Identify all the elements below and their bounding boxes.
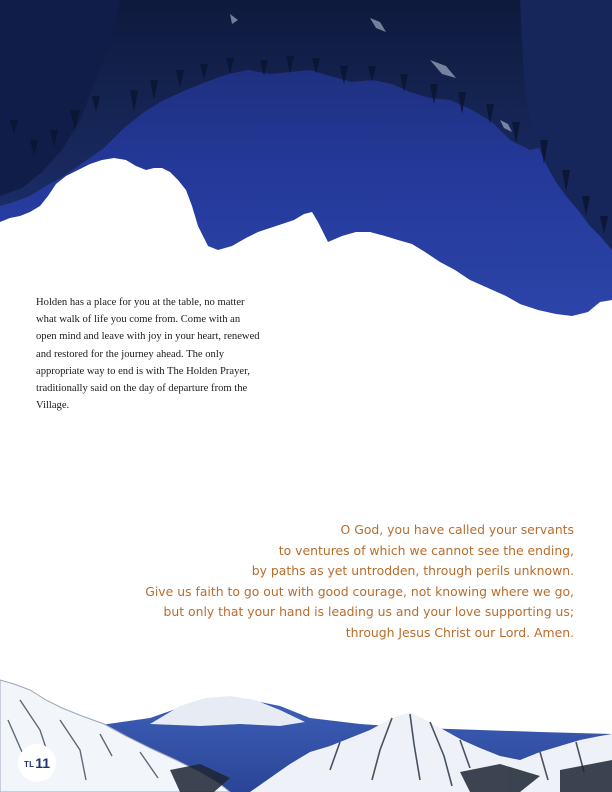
page-number: 11 [35, 755, 50, 771]
section-label: TL [24, 760, 35, 769]
bottom-mountain-photo [0, 660, 612, 792]
prayer-line: Give us faith to go out with good courage, not knowing where we go, [145, 583, 574, 599]
prayer-line: through Jesus Christ our Lord. Amen. [345, 624, 574, 640]
top-mountain-photo [0, 0, 612, 320]
prayer-line: but only that your hand is leading us and your love supporting us; [163, 604, 574, 620]
prayer-line: O God, you have called your servants [340, 522, 574, 537]
holden-prayer [104, 520, 574, 644]
prayer-line: by paths as yet untrodden, through perils unknown. [251, 563, 574, 579]
prayer-line: to ventures of which we cannot see the ending, [278, 542, 574, 558]
page-number-badge [18, 744, 56, 782]
intro-paragraph: Holden has a place for you at the table, no matter what walk of life you come from. Come with an open mind and leave with joy in your heart, renewed and restored for the journey ahead. The only appropriate way to end is with The Holden Prayer, traditionally said on the day of departure from the Village. [36, 297, 260, 412]
